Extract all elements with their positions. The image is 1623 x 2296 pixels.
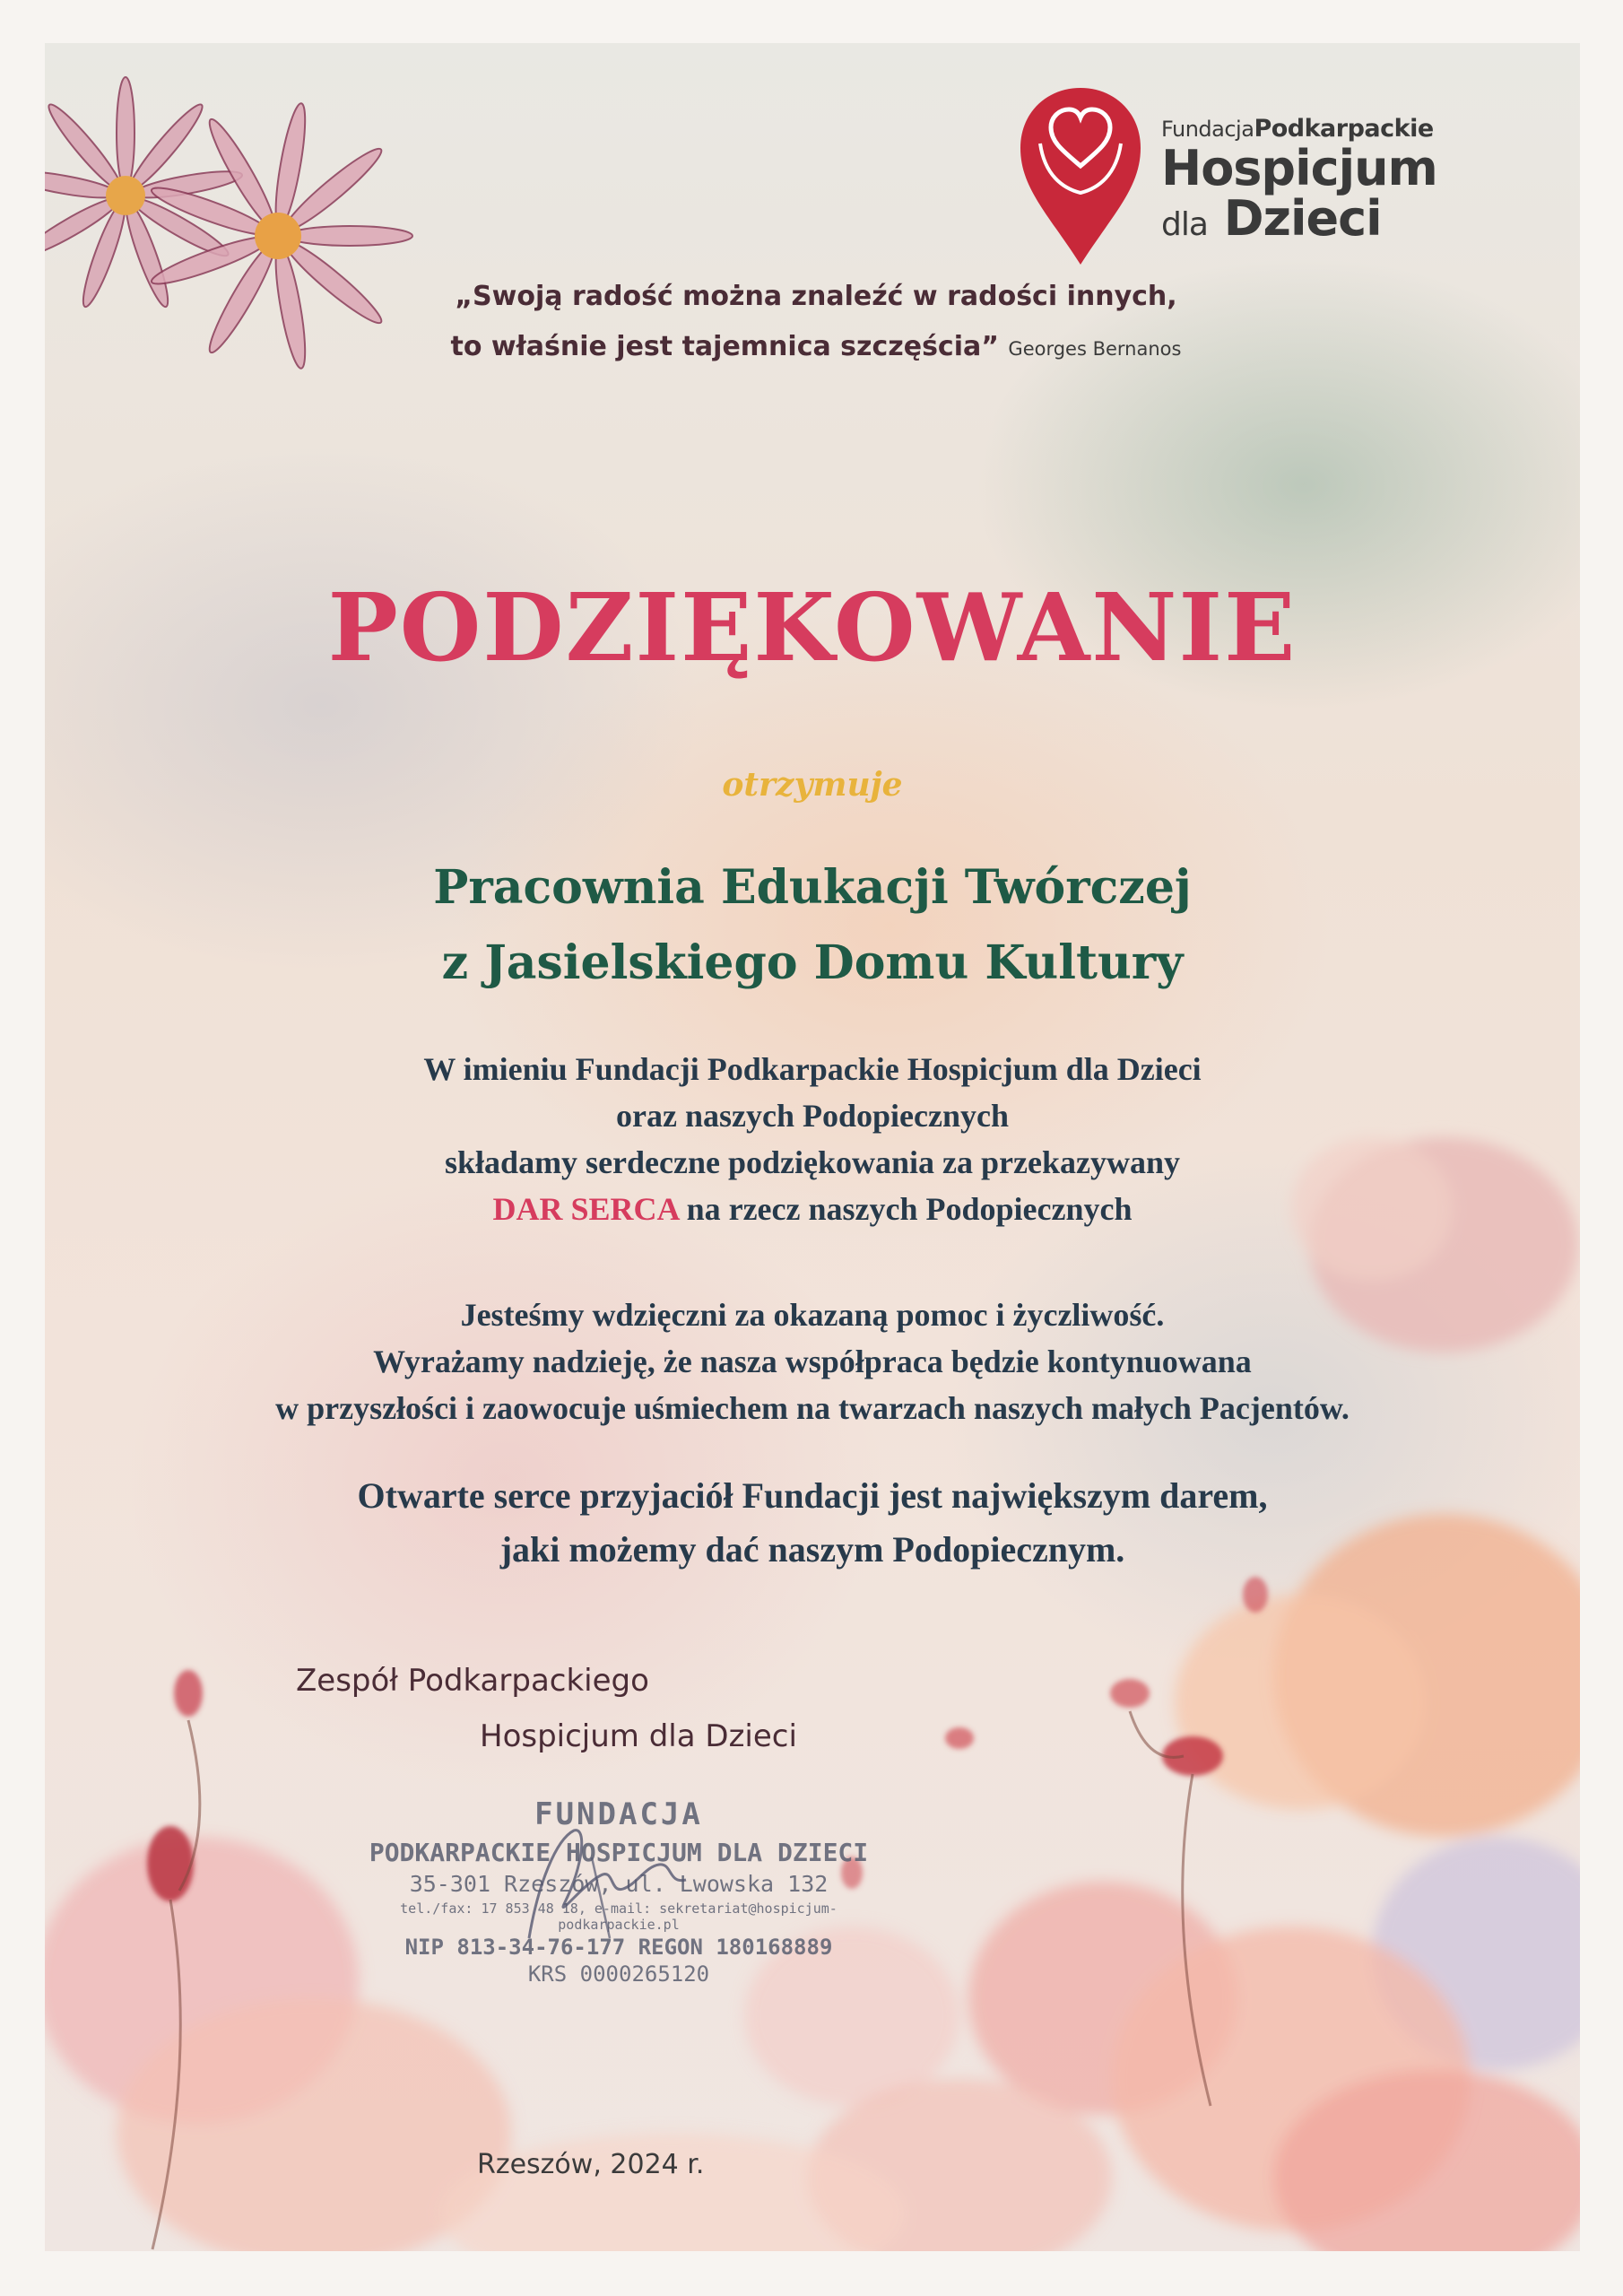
logo-wordmark bbox=[1161, 115, 1437, 247]
gratitude-paragraph bbox=[45, 1292, 1580, 1431]
quote-line-1: „Swoją radość można znaleźć w radości innych, bbox=[455, 281, 1177, 312]
team-signature-block bbox=[296, 1653, 797, 1764]
team-line-1: Zespół Podkarpackiego bbox=[296, 1663, 649, 1699]
gratitude-line-2: Wyrażamy nadzieję, że nasza współpraca będzie kontynuowana bbox=[373, 1344, 1252, 1379]
stamp-line-4: tel./fax: 17 853 48 18, e-mail: sekretariat@hospicjum-podkarpackie.pl bbox=[400, 1900, 838, 1933]
heart-pin-logo-icon bbox=[1013, 81, 1148, 269]
logo-word-dzieci: Dzieci bbox=[1223, 190, 1382, 247]
dar-serca-highlight: DAR SERCA bbox=[492, 1191, 679, 1227]
certificate-title: PODZIĘKOWANIE bbox=[327, 572, 1298, 683]
gratitude-line-3: w przyszłości i zaowocuje uśmiechem na twarzach naszych małych Pacjentów. bbox=[275, 1390, 1350, 1426]
certificate-sheet bbox=[45, 43, 1580, 2251]
stamp-line-3: 35-301 Rzeszów, ul. Lwowska 132 bbox=[409, 1871, 829, 1897]
quote bbox=[386, 272, 1246, 374]
foundation-stamp bbox=[368, 1796, 870, 1987]
thanks-paragraph bbox=[45, 1046, 1580, 1232]
thanks-line-2: oraz naszych Podopiecznych bbox=[616, 1098, 1009, 1134]
daisy-flower-left bbox=[45, 77, 244, 309]
recipient-name bbox=[45, 850, 1580, 1001]
logo-word-dla: dla bbox=[1161, 206, 1208, 243]
logo-word-podkarpackie: Podkarpackie bbox=[1254, 115, 1434, 143]
thanks-line-1: W imieniu Fundacji Podkarpackie Hospicjum dla Dzieci bbox=[423, 1051, 1202, 1087]
recipient-line-1: Pracownia Edukacji Twórczej bbox=[433, 860, 1192, 915]
closing-line-1: Otwarte serce przyjaciół Fundacji jest największym darem, bbox=[357, 1475, 1268, 1516]
foundation-logo bbox=[1013, 81, 1551, 287]
issue-date: Rzeszów, 2024 r. bbox=[477, 2149, 705, 2180]
quote-line-2: to właśnie jest tajemnica szczęścia” bbox=[450, 331, 999, 362]
stamp-line-6: KRS 0000265120 bbox=[527, 1961, 710, 1987]
handwritten-signature bbox=[502, 1804, 717, 1956]
thanks-line-3: składamy serdeczne podziękowania za przekazywany bbox=[445, 1144, 1180, 1180]
certificate-subtitle: otrzymuje bbox=[722, 766, 903, 804]
closing-paragraph bbox=[45, 1469, 1580, 1577]
stamp-line-1: FUNDACJA bbox=[534, 1796, 703, 1832]
logo-word-fundacja: Fundacja bbox=[1161, 117, 1254, 142]
team-line-2: Hospicjum dla Dzieci bbox=[480, 1718, 797, 1754]
closing-line-2: jaki możemy dać naszym Podopiecznym. bbox=[499, 1529, 1125, 1570]
logo-word-hospicjum: Hospicjum bbox=[1161, 140, 1437, 196]
gratitude-line-1: Jesteśmy wdzięczni za okazaną pomoc i życzliwość. bbox=[460, 1297, 1165, 1333]
stamp-line-5: NIP 813-34-76-177 REGON 180168889 bbox=[404, 1935, 833, 1960]
thanks-line-4-rest: na rzecz naszych Podopiecznych bbox=[678, 1191, 1133, 1227]
quote-author: Georges Bernanos bbox=[1008, 338, 1182, 360]
stamp-line-2: PODKARPACKIE HOSPICJUM DLA DZIECI bbox=[369, 1838, 869, 1867]
recipient-line-2: z Jasielskiego Domu Kultury bbox=[441, 935, 1184, 990]
